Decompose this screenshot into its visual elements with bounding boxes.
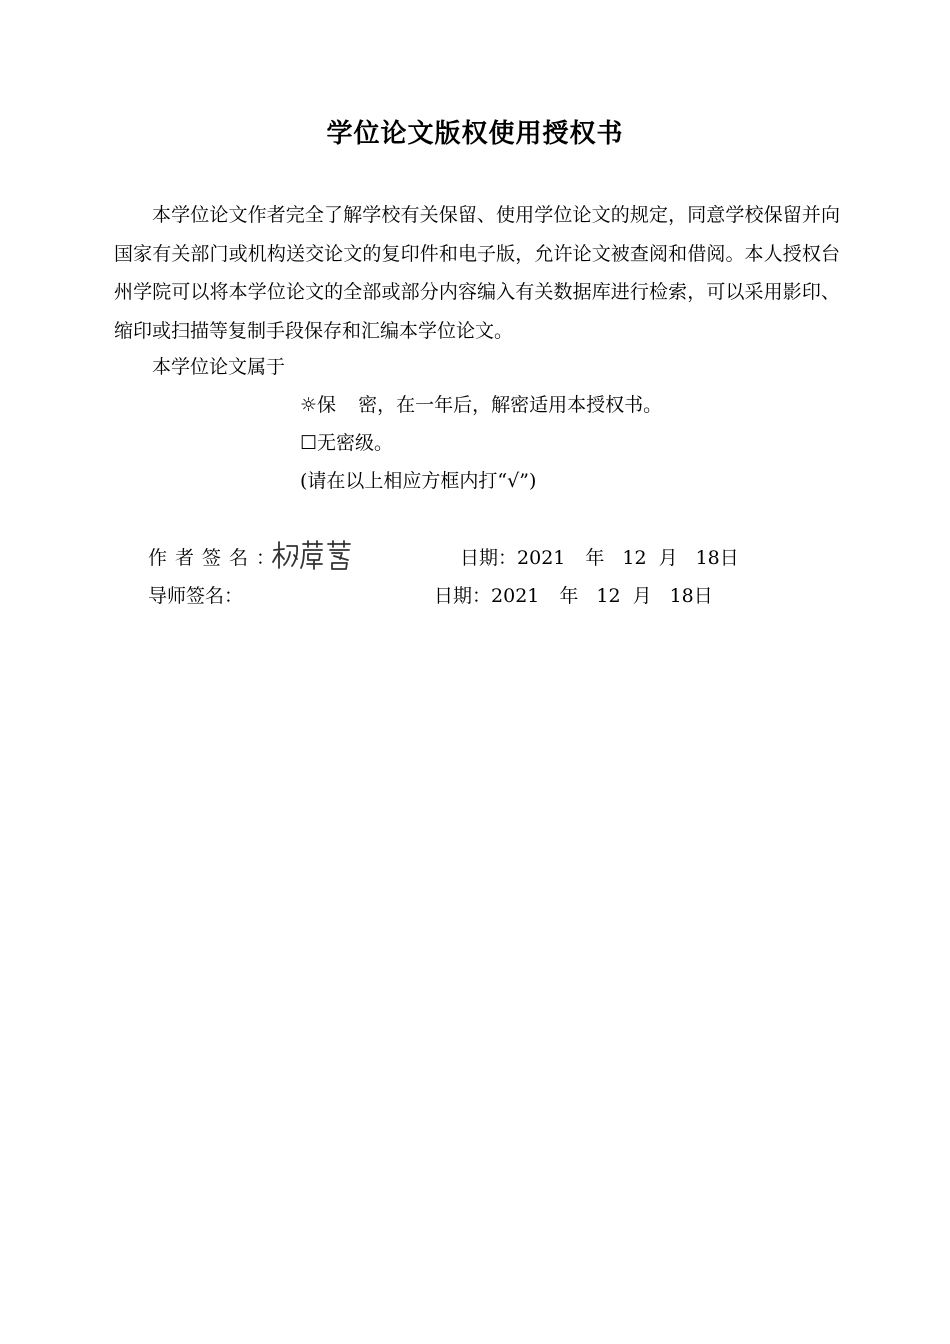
secret-checkbox-icon: ☼ (300, 394, 318, 416)
open-checkbox-icon: ☐ (300, 432, 318, 454)
instruction-note: (请在以上相应方框内打“√”) (300, 470, 537, 492)
option-secret-word1: 保 (317, 394, 337, 416)
advisor-date-month: 12 (596, 585, 621, 607)
option-open-label: 无密级。 (317, 432, 394, 454)
advisor-signature-row (148, 584, 713, 608)
option-open (300, 431, 393, 455)
author-date-day: 18 (695, 547, 720, 569)
author-date-month-unit: 月 (658, 547, 678, 569)
advisor-date-day: 18 (669, 585, 694, 607)
advisor-date-label: 日期： (434, 585, 492, 607)
option-secret (300, 393, 662, 417)
document-title: 学位论文版权使用授权书 (326, 119, 624, 149)
belongs-label: 本学位论文属于 (152, 356, 286, 378)
advisor-date (434, 584, 713, 608)
advisor-date-month-unit: 月 (632, 585, 652, 607)
advisor-signature-label: 导师签名： (148, 585, 244, 607)
advisor-date-day-unit: 日 (693, 585, 713, 607)
handwritten-signature (270, 538, 356, 572)
author-date-day-unit: 日 (719, 547, 739, 569)
option-secret-text: 密，在一年后，解密适用本授权书。 (358, 394, 663, 416)
author-date-label: 日期： (460, 547, 518, 569)
author-date-year-unit: 年 (585, 547, 605, 569)
author-date-month: 12 (622, 547, 647, 569)
author-signature-row (148, 546, 739, 570)
advisor-date-year-unit: 年 (559, 585, 579, 607)
author-date-year: 2021 (517, 547, 566, 569)
authorization-paragraph: 本学位论文作者完全了解学校有关保留、使用学位论文的规定，同意学校保留并向国家有关部门或机构送交论文的复印件和电子版，允许论文被查阅和借阅。本人授权台州学院可以将本学位论文的全部或部分内容编入有关数据库进行检索，可以采用影印、缩印或扫描等复制手段保存和汇编本学位论文。 (114, 204, 840, 342)
author-signature-label: 作者签名： (148, 547, 284, 569)
author-date (460, 546, 739, 570)
advisor-date-year: 2021 (491, 585, 540, 607)
